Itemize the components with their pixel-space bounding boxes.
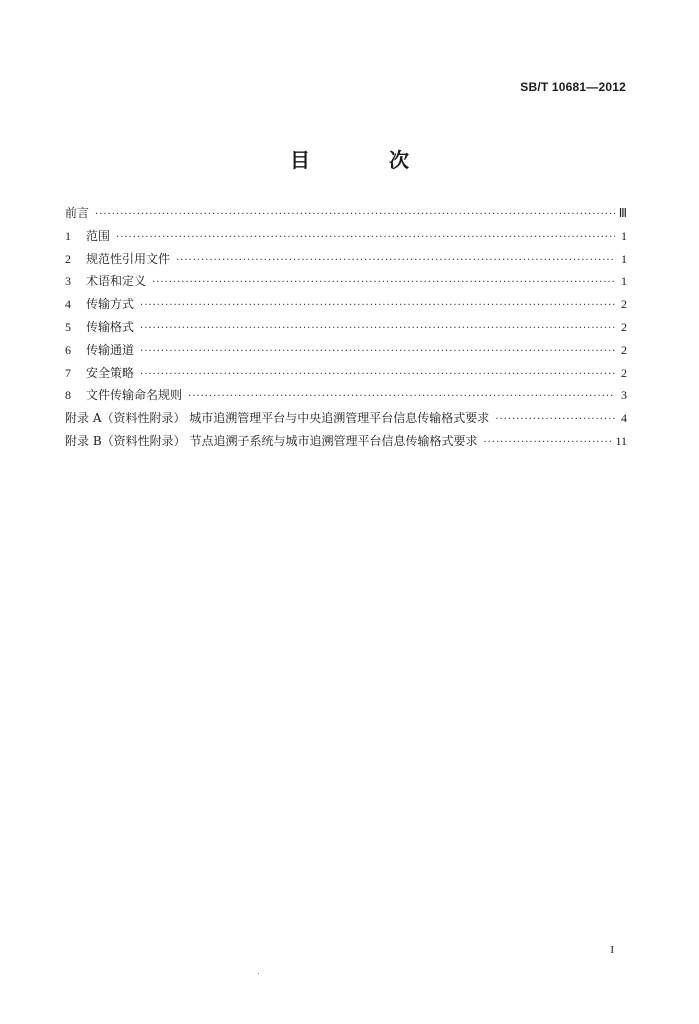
toc-entry-page: 11: [615, 433, 627, 448]
toc-entry: [65, 295, 627, 318]
toc-entry-title: 传输通道: [86, 342, 135, 357]
toc-entry-page: Ⅲ: [618, 206, 627, 220]
toc-leader-dots: [152, 277, 615, 288]
toc-entry-page: 2: [621, 342, 627, 357]
toc-entry-label: [65, 295, 134, 312]
toc-entry-title: 安全策略: [86, 365, 135, 380]
toc-entry-number: 4: [65, 297, 71, 312]
toc-entry-title: 术语和定义: [86, 274, 147, 289]
standard-code: SB/T 10681—2012: [520, 80, 626, 94]
toc-entry: [65, 341, 627, 364]
toc-leader-dots: [140, 323, 615, 334]
scan-speck: [258, 973, 259, 974]
toc-leader-dots: [176, 255, 615, 266]
table-of-contents: [65, 204, 627, 455]
toc-entry-label: [65, 386, 182, 403]
toc-entry: [65, 318, 627, 341]
toc-leader-dots: [188, 391, 615, 402]
toc-entry-page: 1: [621, 251, 627, 266]
toc-entry-title: 传输格式: [86, 319, 135, 334]
toc-entry: [65, 364, 627, 387]
toc-entry-number: 7: [65, 365, 71, 380]
toc-entry-label: [65, 250, 170, 267]
toc-entry: [65, 272, 627, 295]
toc-leader-dots: [483, 437, 611, 448]
toc-entry-label: [65, 227, 110, 244]
toc-entry-label: [65, 341, 134, 358]
toc-entry-page: 1: [621, 274, 627, 289]
toc-entry-title: 范围: [86, 228, 111, 243]
toc-leader-dots: [116, 232, 615, 243]
toc-entry-number: 8: [65, 388, 71, 403]
toc-entry-number: 5: [65, 319, 71, 334]
toc-entry: [65, 227, 627, 250]
toc-entry-number: 2: [65, 251, 71, 266]
toc-leader-dots: [495, 414, 615, 425]
toc-entry-page: 2: [621, 319, 627, 334]
toc-entry: [65, 432, 627, 455]
toc-entry: [65, 409, 627, 432]
toc-leader-dots: [95, 209, 615, 220]
toc-entry-label: [65, 272, 146, 289]
toc-entry-label: [65, 409, 489, 426]
toc-entry-title: 前言: [65, 206, 90, 220]
page-number: I: [610, 944, 614, 956]
toc-entry-title: 附录 B（资料性附录） 节点追溯子系统与城市追溯管理平台信息传输格式要求: [65, 433, 478, 448]
toc-entry-page: 1: [621, 228, 627, 243]
toc-entry-number: 3: [65, 274, 71, 289]
toc-entry-page: 2: [621, 365, 627, 380]
toc-entry-label: [65, 318, 134, 335]
toc-entry: [65, 250, 627, 273]
toc-entry-title: 文件传输命名规则: [86, 388, 183, 403]
toc-entry-title: 附录 A（资料性附录） 城市追溯管理平台与中央追溯管理平台信息传输格式要求: [65, 411, 490, 426]
toc-entry-title: 规范性引用文件: [86, 251, 171, 266]
toc-entry-page: 4: [621, 411, 627, 426]
toc-entry-label: [65, 204, 89, 221]
toc-entry-title: 传输方式: [86, 297, 135, 312]
toc-leader-dots: [140, 346, 615, 357]
toc-entry: [65, 204, 627, 227]
toc-entry-number: 6: [65, 342, 71, 357]
toc-entry-label: [65, 432, 477, 449]
toc-entry-number: 1: [65, 228, 71, 243]
toc-entry-page: 3: [621, 388, 627, 403]
toc-entry-page: 2: [621, 297, 627, 312]
toc-leader-dots: [140, 300, 615, 311]
toc-leader-dots: [140, 369, 615, 380]
toc-entry: [65, 386, 627, 409]
toc-entry-label: [65, 364, 134, 381]
toc-title: 目 次: [290, 148, 445, 172]
